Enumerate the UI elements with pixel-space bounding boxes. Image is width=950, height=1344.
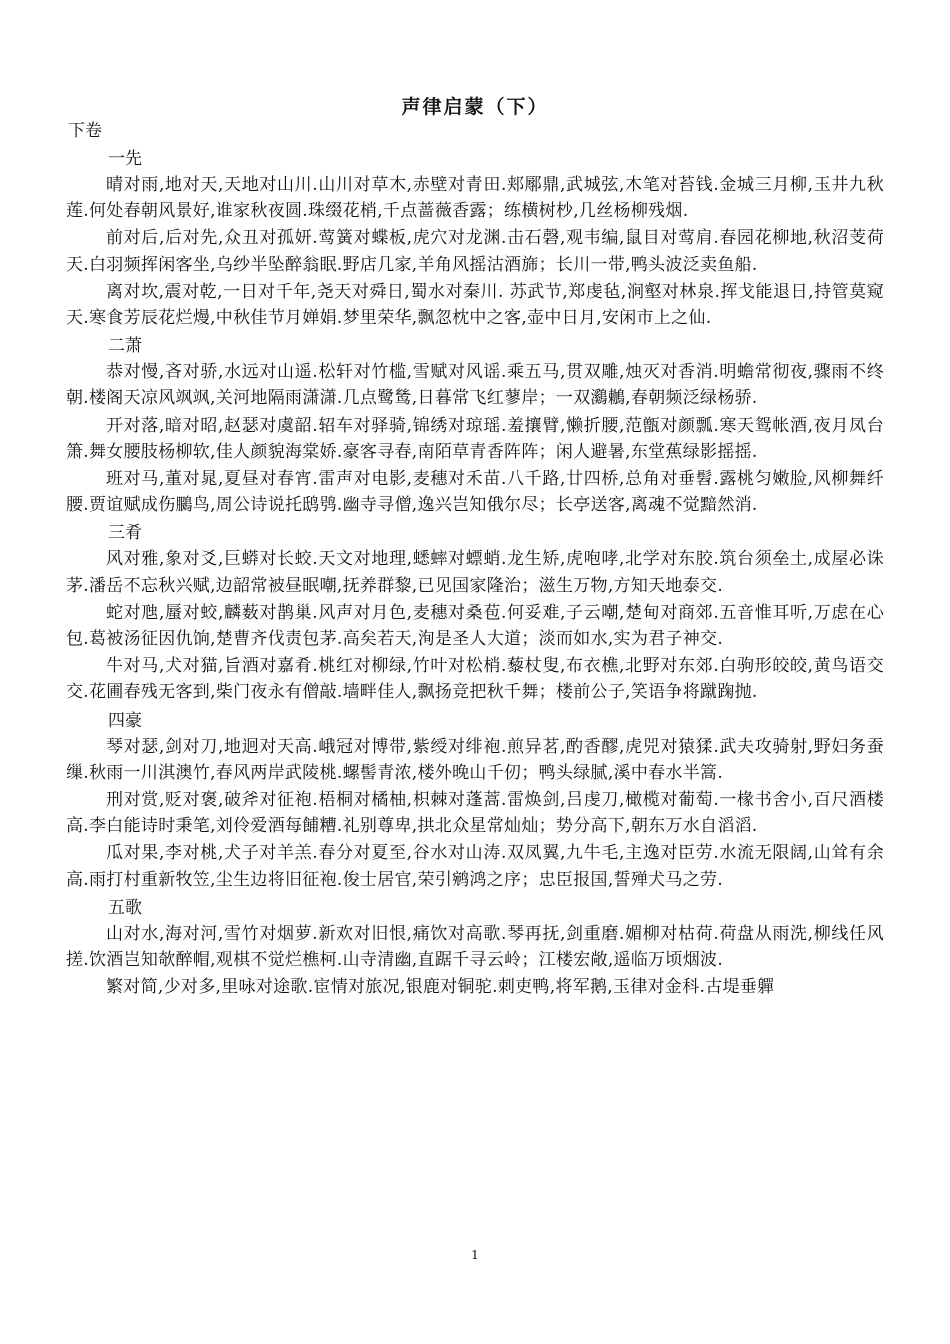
section-sanyao [66,520,884,705]
section-erxiao [66,333,884,518]
paragraph: 前对后,后对先,众丑对孤妍.莺簧对蝶板,虎穴对龙渊.击石磬,观韦编,鼠目对莺肩.春园花柳地,秋沼芰荷天.白羽频挥闲客坐,乌纱半坠醉翁眠.野店几家,羊角风摇沽酒旆；长川一带,鸭头波泛卖鱼船. [66,228,884,275]
document-title: 声律启蒙（下） [401,96,549,118]
paragraph: 开对落,暗对昭,赵瑟对虞韶.轺车对驿骑,锦绣对琼瑶.羞攘臂,懒折腰,范甑对颜瓢.寒天鸳帐酒,夜月凤台箫.舞女腰肢杨柳软,佳人颜貌海棠娇.豪客寻春,南陌草青香阵阵；闲人避暑,东堂蕉绿影摇摇. [66,415,884,462]
paragraph: 离对坎,震对乾,一日对千年,尧天对舜日,蜀水对秦川. 苏武节,郑虔毡,涧壑对林泉.挥戈能退日,持管莫窥天.寒食芳辰花烂熳,中秋佳节月婵娟.梦里荣华,飘忽枕中之客,壶中日月,安闲市上之仙. [66,281,884,329]
paragraph: 恭对慢,吝对骄,水远对山遥.松轩对竹槛,雪赋对风谣.乘五马,贯双雕,烛灭对香消.明蟾常彻夜,骤雨不终朝.楼阁天凉风飒飒,关河地隔雨潇潇.几点鹭鸶,日暮常飞红蓼岸；一双鸂鶒,春朝频泛绿杨骄. [66,362,884,409]
paragraph: 繁对简,少对多,里咏对途歌.宦情对旅况,银鹿对铜驼.刺吏鸭,将军鹅,玉律对金科.古堤垂軃 [106,977,775,998]
paragraph: 班对马,董对晁,夏昼对春宵.雷声对电影,麦穗对禾苗.八千路,廿四桥,总角对垂髫.露桃匀嫩脸,风柳舞纤腰.贾谊赋成伤鵩鸟,周公诗说托鸱鸮.幽寺寻僧,逸兴岂知俄尔尽；长亭送客,离魂不觉黯然消. [66,469,884,516]
paragraph: 山对水,海对河,雪竹对烟萝.新欢对旧恨,痛饮对高歌.琴再抚,剑重磨.媚柳对枯荷.荷盘从雨洗,柳线任风搓.饮酒岂知欹醉帽,观棋不觉烂樵柯.山寺清幽,直踞千寻云岭；江楼宏敞,遥临万顷烟波. [66,923,884,971]
section-heading: 五歌 [108,897,142,918]
paragraph: 风对雅,象对爻,巨蟒对长蛟.天文对地理,蟋蟀对螵蛸.龙生矫,虎咆哮,北学对东胶.筑台须垒土,成屋必诛茅.潘岳不忘秋兴赋,边韶常被昼眠嘲,抚养群黎,已见国家隆治；滋生万物,方知天地泰交. [66,549,884,596]
section-heading: 三肴 [108,523,142,544]
paragraph: 蛇对虺,蜃对蛟,麟薮对鹊巢.风声对月色,麦穗对桑苞.何妥难,子云嘲,楚甸对商郊.五音惟耳听,万虑在心包.葛被汤征因仇饷,楚曹齐伐责包茅.高矣若天,洵是圣人大道；淡而如水,实为君子神交. [66,602,884,650]
section-heading: 一先 [108,149,142,169]
volume-label: 下卷 [68,121,102,141]
paragraph: 晴对雨,地对天,天地对山川.山川对草木,赤壁对青田.郏鄏鼎,武城弦,木笔对苔钱.金城三月柳,玉井九秋莲.何处春朝风景好,谁家秋夜圆.珠缀花梢,千点蔷薇香露；练横树杪,几丝杨柳残烟. [66,175,884,222]
document-body [66,118,884,1001]
section-heading: 二萧 [108,336,142,357]
paragraph: 瓜对果,李对桃,犬子对羊羔.春分对夏至,谷水对山涛.双凤翼,九牛毛,主逸对臣劳.水流无限阔,山耸有余高.雨打村重新牧笠,尘生边将旧征袍.俊士居官,荣引鹓鸿之序；忠臣报国,誓殚犬马之劳. [66,843,884,890]
paragraph: 牛对马,犬对猫,旨酒对嘉肴.桃红对柳绿,竹叶对松梢.藜杖叟,布衣樵,北野对东郊.白驹形皎皎,黄鸟语交交.花圃春残无客到,柴门夜永有僧敲.墙畔佳人,飘扬竞把秋千舞；楼前公子,笑语争将蹴踘抛. [66,656,884,703]
section-heading: 四豪 [108,710,142,731]
section-sihao [66,708,884,893]
page-number: 1 [471,1248,479,1262]
section-wuge [66,895,884,1001]
section-yixian [66,146,884,331]
paragraph: 琴对瑟,剑对刀,地迥对天高.峨冠对博带,紫绶对绯袍.煎异茗,酌香醪,虎兕对猿猱.武夫攻骑射,野妇务蚕缫.秋雨一川淇澳竹,春风两岸武陵桃.螺髻青浓,楼外晚山千仞；鸭头绿腻,溪中春水半篙. [66,736,884,783]
paragraph: 刑对赏,贬对褒,破斧对征袍.梧桐对橘柚,枳棘对蓬蒿.雷焕剑,吕虔刀,橄榄对葡萄.一椽书舍小,百尺酒楼高.李白能诗时秉笔,刘伶爱酒每餔糟.礼别尊卑,拱北众星常灿灿；势分高下,朝东万水自滔滔. [66,790,884,837]
